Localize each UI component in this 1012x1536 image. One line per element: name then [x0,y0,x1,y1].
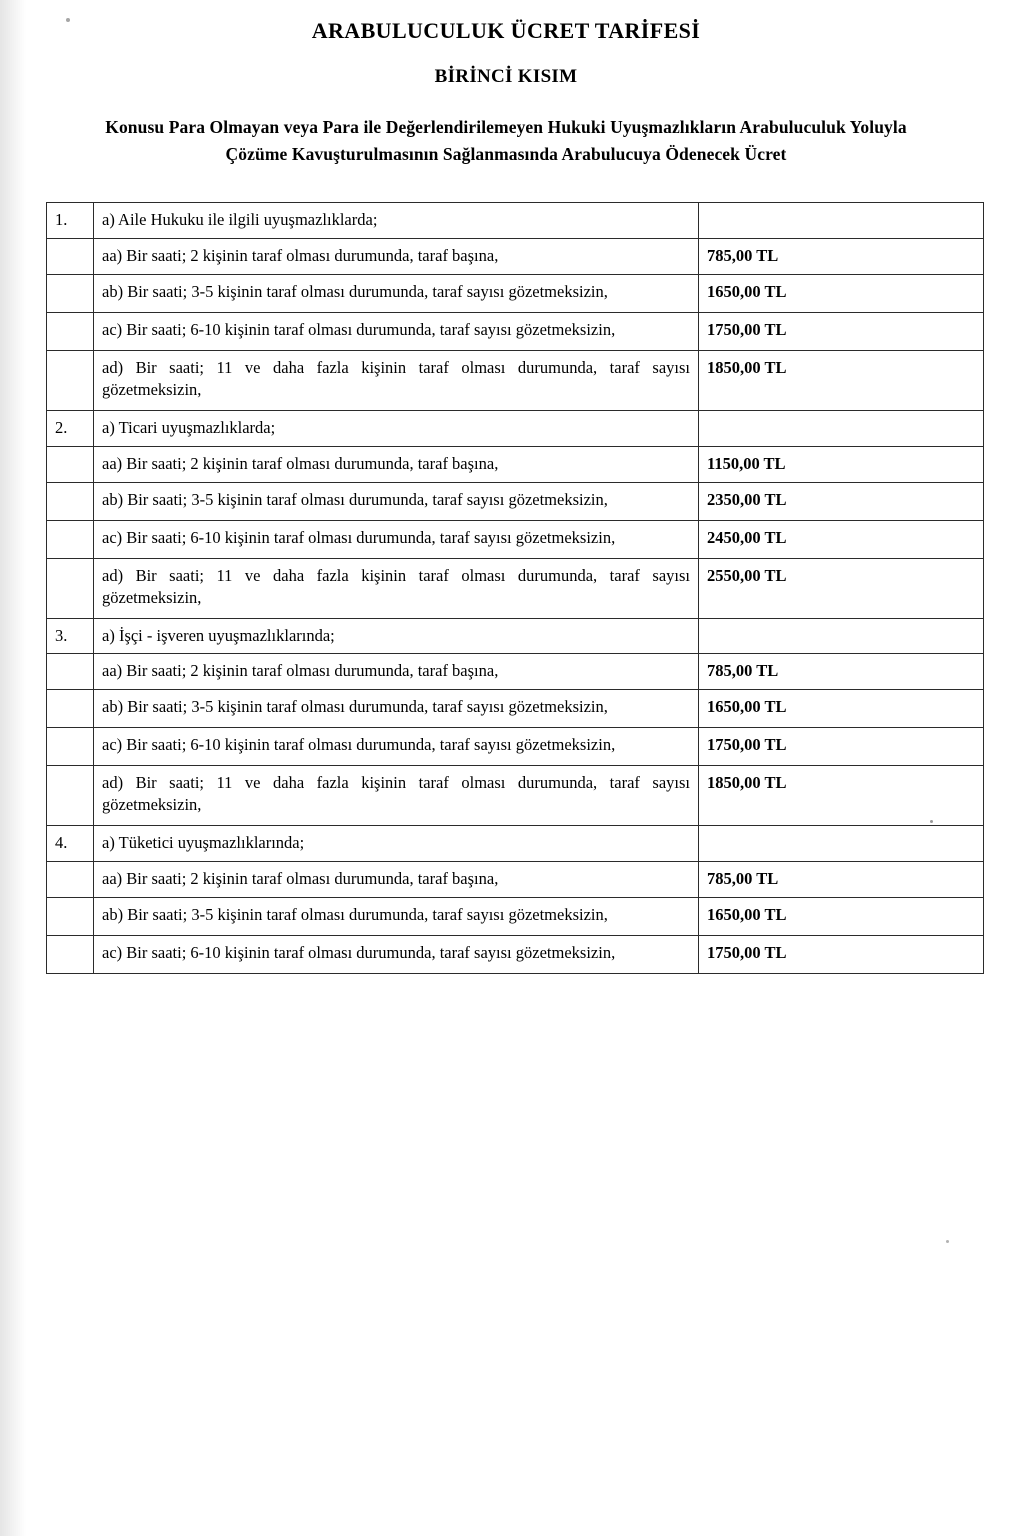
table-row [47,690,984,728]
row-fee: 2550,00 TL [699,558,984,618]
row-number [47,446,94,482]
row-fee: 785,00 TL [699,862,984,898]
row-number [47,520,94,558]
table-row [47,862,984,898]
row-number: 1. [47,203,94,239]
row-fee: 1850,00 TL [699,351,984,411]
row-fee: 2450,00 TL [699,520,984,558]
row-description: a) İşçi - işveren uyuşmazlıklarında; [94,618,699,654]
row-description: a) Tüketici uyuşmazlıklarında; [94,826,699,862]
row-description: ac) Bir saati; 6-10 kişinin taraf olması durumunda, taraf sayısı gözetmeksizin, [94,520,699,558]
row-fee: 1650,00 TL [699,690,984,728]
document-header [0,0,1012,168]
table-row [47,351,984,411]
row-description: ac) Bir saati; 6-10 kişinin taraf olması durumunda, taraf sayısı gözetmeksizin, [94,313,699,351]
document-section-title: Konusu Para Olmayan veya Para ile Değerlendirilemeyen Hukuki Uyuşmazlıkların Arabuluculuk Yoluyla Çözüme Kavuşturulmasının Sağlanmasında Arabulucuya Ödenecek Ücret [105,117,907,165]
row-description: aa) Bir saati; 2 kişinin taraf olması durumunda, taraf başına, [94,239,699,275]
row-description: ab) Bir saati; 3-5 kişinin taraf olması durumunda, taraf sayısı gözetmeksizin, [94,482,699,520]
table-row [47,446,984,482]
table-row [47,654,984,690]
document-subtitle: BİRİNCİ KISIM [434,66,578,87]
row-number [47,690,94,728]
table-row [47,482,984,520]
row-fee [699,826,984,862]
row-description: ad) Bir saati; 11 ve daha fazla kişinin taraf olması durumunda, taraf sayısı gözetmeksizin, [94,766,699,826]
row-fee: 1850,00 TL [699,766,984,826]
row-number [47,351,94,411]
row-description: aa) Bir saati; 2 kişinin taraf olması durumunda, taraf başına, [94,654,699,690]
row-fee: 2350,00 TL [699,482,984,520]
row-number [47,654,94,690]
row-fee: 1750,00 TL [699,728,984,766]
fee-table [46,202,984,974]
row-fee: 785,00 TL [699,239,984,275]
row-fee: 1750,00 TL [699,935,984,973]
row-description: a) Aile Hukuku ile ilgili uyuşmazlıklarda; [94,203,699,239]
row-fee: 1650,00 TL [699,275,984,313]
row-number [47,728,94,766]
table-row [47,826,984,862]
row-number [47,239,94,275]
row-number [47,766,94,826]
row-number: 4. [47,826,94,862]
row-fee: 1150,00 TL [699,446,984,482]
row-description: ab) Bir saati; 3-5 kişinin taraf olması durumunda, taraf sayısı gözetmeksizin, [94,690,699,728]
scan-speck [946,1240,949,1243]
row-description: aa) Bir saati; 2 kişinin taraf olması durumunda, taraf başına, [94,862,699,898]
row-description: ad) Bir saati; 11 ve daha fazla kişinin taraf olması durumunda, taraf sayısı gözetmeksizin, [94,558,699,618]
row-number: 2. [47,410,94,446]
row-fee: 1650,00 TL [699,898,984,936]
fee-table-container [0,202,1012,974]
row-number [47,275,94,313]
fee-table-body [47,203,984,974]
table-row [47,313,984,351]
table-row [47,898,984,936]
row-fee [699,618,984,654]
row-description: ab) Bir saati; 3-5 kişinin taraf olması durumunda, taraf sayısı gözetmeksizin, [94,275,699,313]
row-fee [699,203,984,239]
row-number: 3. [47,618,94,654]
table-row [47,520,984,558]
row-fee: 785,00 TL [699,654,984,690]
table-row [47,558,984,618]
row-description: ad) Bir saati; 11 ve daha fazla kişinin taraf olması durumunda, taraf sayısı gözetmeksizin, [94,351,699,411]
row-number [47,862,94,898]
table-row [47,728,984,766]
row-fee: 1750,00 TL [699,313,984,351]
table-row [47,410,984,446]
table-row [47,203,984,239]
table-row [47,618,984,654]
row-number [47,935,94,973]
row-description: ac) Bir saati; 6-10 kişinin taraf olması durumunda, taraf sayısı gözetmeksizin, [94,935,699,973]
row-description: a) Ticari uyuşmazlıklarda; [94,410,699,446]
table-row [47,766,984,826]
page-title: ARABULUCULUK ÜCRET TARİFESİ [311,18,701,43]
row-number [47,313,94,351]
table-row [47,275,984,313]
row-description: aa) Bir saati; 2 kişinin taraf olması durumunda, taraf başına, [94,446,699,482]
scan-speck [930,820,933,823]
row-fee [699,410,984,446]
row-number [47,898,94,936]
table-row [47,239,984,275]
row-description: ac) Bir saati; 6-10 kişinin taraf olması durumunda, taraf sayısı gözetmeksizin, [94,728,699,766]
row-number [47,482,94,520]
table-row [47,935,984,973]
row-description: ab) Bir saati; 3-5 kişinin taraf olması durumunda, taraf sayısı gözetmeksizin, [94,898,699,936]
row-number [47,558,94,618]
scan-speck [66,18,70,22]
